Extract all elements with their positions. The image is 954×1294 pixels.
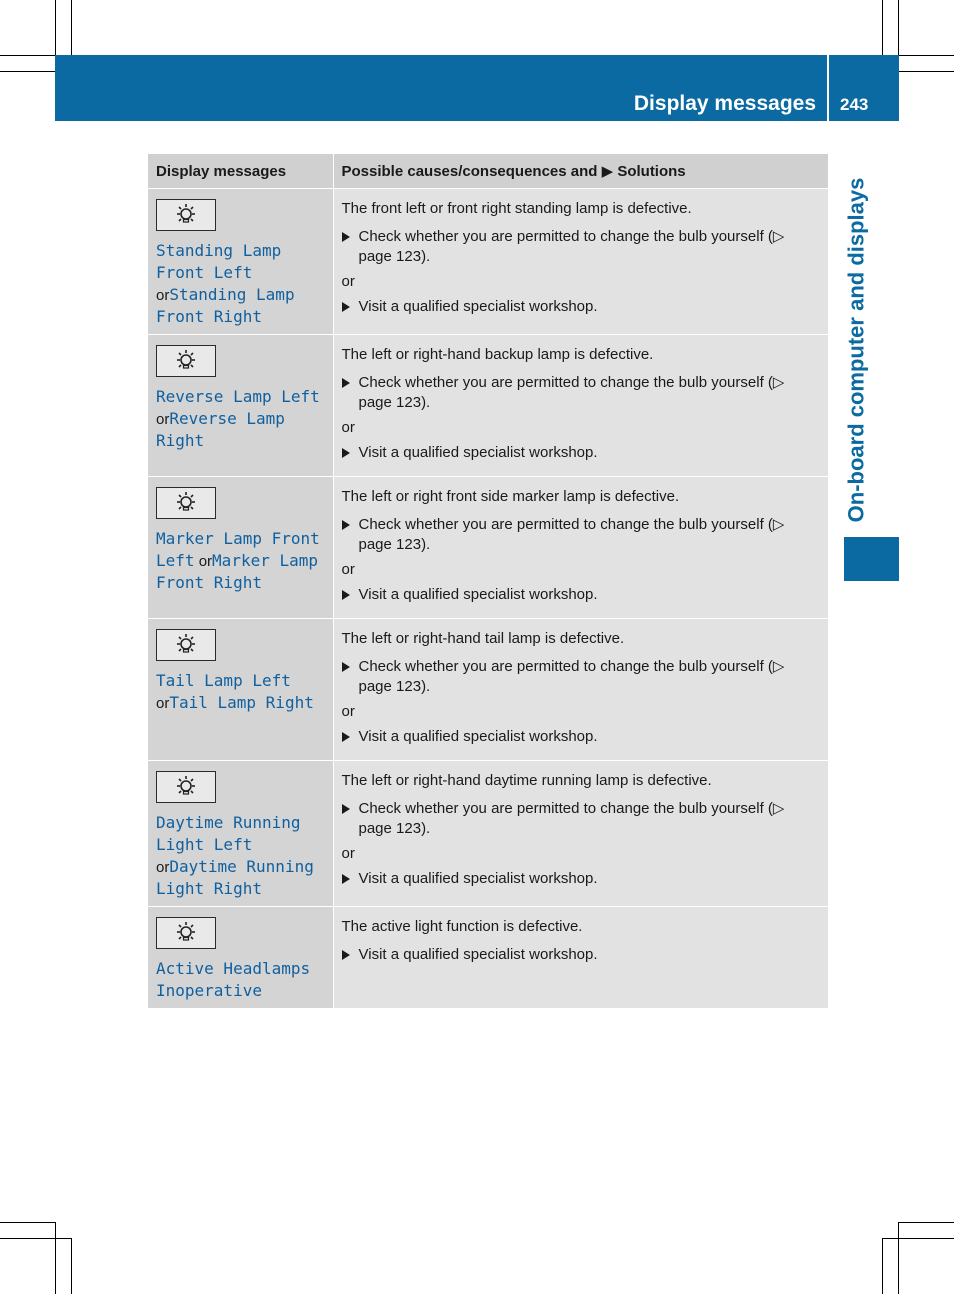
crop-mark xyxy=(55,1222,56,1294)
triangle-bullet-icon xyxy=(342,874,350,884)
solution-step xyxy=(342,585,819,605)
message-cell xyxy=(148,189,333,335)
solution-step xyxy=(342,657,819,697)
solution-text: Check whether you are permitted to change the bulb yourself (▷ page 123). xyxy=(358,516,785,553)
cause-text: The left or right front side marker lamp is defective. xyxy=(341,488,680,505)
or-label: or xyxy=(156,695,170,712)
solution-text: Check whether you are permitted to change the bulb yourself (▷ page 123). xyxy=(358,374,785,411)
message-text xyxy=(156,670,325,714)
bulb-warning-icon xyxy=(156,487,216,519)
bulb-warning-icon xyxy=(156,345,216,377)
message-cell xyxy=(148,477,333,619)
bulb-warning-icon xyxy=(156,917,216,949)
display-message: Standing Lamp Front Left xyxy=(156,241,282,282)
table-row xyxy=(148,619,828,761)
header-divider xyxy=(827,55,829,121)
triangle-bullet-icon xyxy=(342,448,350,458)
side-tab xyxy=(840,170,872,530)
cause-text: The front left or front right standing lamp is defective. xyxy=(341,200,692,217)
solution-text: Visit a qualified specialist workshop. xyxy=(358,586,598,603)
display-message: Daytime Running Light Right xyxy=(156,857,314,898)
crop-mark xyxy=(0,55,55,56)
or-label: or xyxy=(341,419,355,436)
triangle-bullet-icon xyxy=(342,378,350,388)
crop-mark xyxy=(898,1222,899,1294)
table-row xyxy=(148,477,828,619)
crop-mark xyxy=(0,1238,71,1239)
message-cell xyxy=(148,619,333,761)
solution-cell xyxy=(333,335,828,477)
message-text xyxy=(156,812,325,900)
column-header-messages: Display messages xyxy=(148,154,333,189)
message-cell xyxy=(148,907,333,1009)
cause-text: The left or right-hand tail lamp is defective. xyxy=(341,630,625,647)
crop-mark xyxy=(71,1238,72,1294)
message-cell xyxy=(148,335,333,477)
cause-text: The left or right-hand daytime running lamp is defective. xyxy=(341,772,712,789)
section-title: Display messages xyxy=(633,92,816,115)
solution-cell xyxy=(333,907,828,1009)
or-label: or xyxy=(156,287,170,304)
display-message: Tail Lamp Left xyxy=(156,671,291,690)
or-label: or xyxy=(156,411,170,428)
display-messages-table xyxy=(148,154,828,1008)
crop-mark xyxy=(883,1238,954,1239)
solution-step xyxy=(342,727,819,747)
triangle-bullet-icon xyxy=(342,590,350,600)
table-row xyxy=(148,189,828,335)
bulb-warning-icon xyxy=(156,771,216,803)
or-label: or xyxy=(156,859,170,876)
display-message: Tail Lamp Right xyxy=(169,693,314,712)
or-label: or xyxy=(341,561,355,578)
side-tab-marker xyxy=(844,537,899,581)
crop-mark xyxy=(0,1222,55,1223)
solution-cell xyxy=(333,477,828,619)
solution-step xyxy=(342,297,819,317)
triangle-bullet-icon xyxy=(342,804,350,814)
column-header-solutions: Possible causes/consequences and ▶ Solutions xyxy=(333,154,828,189)
side-tab-label: On-board computer and displays xyxy=(843,177,868,523)
solution-step xyxy=(342,373,819,413)
display-message: Reverse Lamp Left xyxy=(156,387,320,406)
crop-mark xyxy=(71,0,72,55)
solution-text: Check whether you are permitted to change the bulb yourself (▷ page 123). xyxy=(358,800,785,837)
triangle-bullet-icon xyxy=(342,232,350,242)
solution-cell xyxy=(333,761,828,907)
solution-text: Check whether you are permitted to change the bulb yourself (▷ page 123). xyxy=(358,658,785,695)
display-message: Marker Lamp Front Right xyxy=(156,551,319,592)
crop-mark xyxy=(899,71,954,72)
display-message: Standing Lamp Front Right xyxy=(156,285,295,326)
table-row xyxy=(148,335,828,477)
message-text xyxy=(156,240,325,328)
or-label: or xyxy=(198,553,213,570)
solution-text: Visit a qualified specialist workshop. xyxy=(358,870,598,887)
or-label: or xyxy=(341,273,355,290)
solution-step xyxy=(342,443,819,463)
message-text xyxy=(156,528,325,594)
solution-text: Visit a qualified specialist workshop. xyxy=(358,946,598,963)
or-label: or xyxy=(341,845,355,862)
solution-step xyxy=(342,515,819,555)
solution-step xyxy=(342,945,819,965)
solution-step xyxy=(342,799,819,839)
triangle-bullet-icon xyxy=(342,302,350,312)
triangle-bullet-icon xyxy=(342,662,350,672)
crop-mark xyxy=(899,1222,954,1223)
bulb-warning-icon xyxy=(156,199,216,231)
solution-text: Check whether you are permitted to change the bulb yourself (▷ page 123). xyxy=(358,228,785,265)
crop-mark xyxy=(898,0,899,55)
display-message: Marker Lamp Front Left xyxy=(156,529,320,570)
cause-text: The left or right-hand backup lamp is defective. xyxy=(341,346,654,363)
message-text xyxy=(156,958,325,1002)
solution-text: Visit a qualified specialist workshop. xyxy=(358,298,598,315)
crop-mark xyxy=(55,0,56,55)
solution-text: Visit a qualified specialist workshop. xyxy=(358,728,598,745)
message-cell xyxy=(148,761,333,907)
crop-mark xyxy=(899,55,954,56)
display-message: Reverse Lamp Right xyxy=(156,409,285,450)
page-number: 243 xyxy=(840,95,869,114)
bulb-warning-icon xyxy=(156,629,216,661)
triangle-bullet-icon xyxy=(342,950,350,960)
crop-mark xyxy=(882,0,883,55)
solution-text: Visit a qualified specialist workshop. xyxy=(358,444,598,461)
cause-text: The active light function is defective. xyxy=(341,918,583,935)
triangle-bullet-icon xyxy=(342,732,350,742)
or-label: or xyxy=(341,703,355,720)
triangle-bullet-icon xyxy=(342,520,350,530)
crop-mark xyxy=(882,1238,883,1294)
table-row xyxy=(148,907,828,1009)
solution-cell xyxy=(333,619,828,761)
display-message: Daytime Running Light Left xyxy=(156,813,301,854)
crop-mark xyxy=(0,71,55,72)
message-text xyxy=(156,386,325,452)
solution-step xyxy=(342,869,819,889)
solution-cell xyxy=(333,189,828,335)
display-message: Active Headlamps Inoperative xyxy=(156,959,311,1000)
table-row xyxy=(148,761,828,907)
solution-step xyxy=(342,227,819,267)
